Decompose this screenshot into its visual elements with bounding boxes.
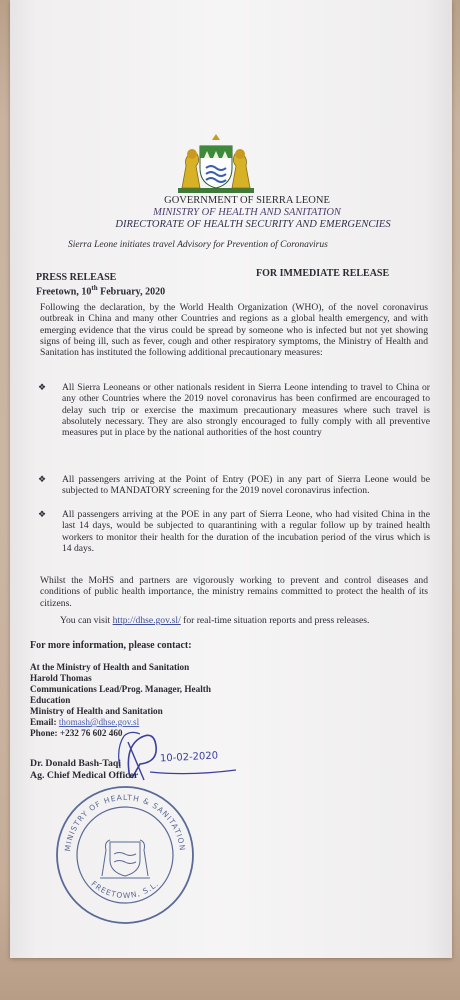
contact-role: Communications Lead/Prog. Manager, Health [30, 684, 211, 694]
ministry-stamp [50, 780, 200, 930]
visit-line [60, 615, 369, 626]
contact-location: At the Ministry of Health and Sanitation [30, 662, 190, 672]
stamp-bottom-text: FREETOWN, S.L. [89, 879, 161, 901]
svg-text:FREETOWN, S.L. [89, 879, 160, 900]
contact-role-cont: Education [30, 695, 71, 705]
measure-item [38, 509, 430, 554]
letterhead-directorate: DIRECTORATE OF HEALTH SECURITY AND EMERGENCIES [115, 219, 391, 230]
letterhead-government: GOVERNMENT OF SIERRA LEONE [164, 195, 330, 206]
visit-suffix: for real-time situation reports and press releases. [180, 615, 370, 626]
measure-item [38, 474, 430, 497]
release-subtitle: Sierra Leone initiates travel Advisory for Prevention of Coronavirus [68, 240, 328, 250]
dateline: Freetown, 10th February, 2020 [36, 284, 166, 298]
signatory-title: Ag. Chief Medical Officer [30, 770, 139, 781]
bullet-icon: ❖ [38, 382, 47, 392]
letterhead-ministry: MINISTRY OF HEALTH AND SANITATION [153, 207, 341, 218]
signatory-name: Dr. Donald Bash-Taqi [30, 758, 122, 769]
contact-email-line [30, 717, 139, 728]
immediate-release-label: FOR IMMEDIATE RELEASE [256, 268, 390, 279]
press-release-label: PRESS RELEASE [36, 272, 117, 283]
stamp-emblem-icon [100, 840, 150, 878]
coat-of-arms-icon [176, 132, 256, 194]
measure-text: All passengers arriving at the Point of Entry (POE) in any part of Sierra Leone would be subjected to MANDATORY screening for the 2019 novel coronavirus infection. [62, 474, 430, 497]
measure-item [38, 382, 430, 439]
intro-paragraph: Following the declaration, by the World Health Organization (WHO), of the novel coronavirus outbreak in China and many other Countries and regions as a global health emergency, and with emerging evidence that the virus could be spread by someone who is infected but not yet showing signs of being ill, such as fever, cough and other respiratory symptoms, the Ministry of Health and Sanitation has instituted the following additional precautionary measures: [40, 302, 428, 359]
bullet-icon: ❖ [38, 509, 47, 519]
email-link[interactable]: thomash@dhse.gov.sl [58, 717, 140, 727]
visit-prefix: You can visit [60, 615, 113, 626]
email-label: Email: [30, 717, 59, 727]
press-release-document [10, 0, 452, 958]
contact-organization: Ministry of Health and Sanitation [30, 706, 163, 716]
signature-date: 10-02-2020 [159, 750, 219, 765]
contact-phone: Phone: +232 76 602 460 [30, 728, 123, 738]
more-info-heading: For more information, please contact: [30, 640, 192, 651]
website-link[interactable]: http://dhse.gov.sl/ [112, 615, 181, 626]
closing-paragraph: Whilst the MoHS and partners are vigorously working to prevent and control diseases and conditions of public health importance, the ministry remains committed to protect the health of its citizens. [40, 575, 428, 609]
stamp-ring-text: MINISTRY OF HEALTH & SANITATION [63, 792, 187, 852]
measure-text: All passengers arriving at the POE in any part of Sierra Leone, who had visited China in the last 14 days, would be subjected to quarantining with a regular follow up by trained health workers to monitor their health for the duration of the incubation period of the virus which is 14 days. [62, 509, 430, 554]
contact-name: Harold Thomas [30, 673, 92, 683]
bullet-icon: ❖ [38, 474, 47, 484]
measure-text: All Sierra Leoneans or other nationals resident in Sierra Leone intending to travel to China or any other Countries where the 2019 novel coronavirus has been confirmed are encouraged to delay such trip or exercise the maximum precautionary measures where such travel is absolutely necessary. They are also strongly encouraged to fully comply with all preventive measures put in place by the national authorities of the host country [62, 382, 430, 439]
